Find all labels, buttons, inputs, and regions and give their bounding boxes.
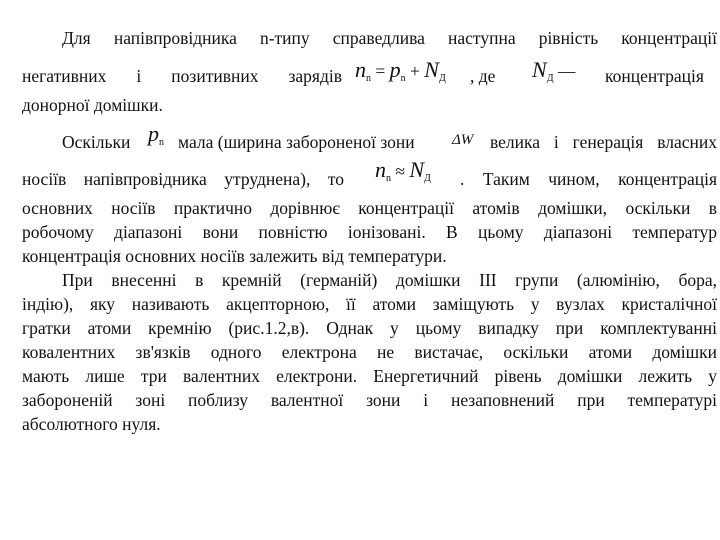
formula-nd: $N_Д$ — xyxy=(532,57,576,84)
p3-line-5: мають лише три валентних електрони. Енергетичний рівень домішки лежить у xyxy=(22,366,717,386)
formula-pn: $p_n$ xyxy=(148,121,164,148)
formula-eq2: $n_n \approx N_Д$ xyxy=(375,157,431,184)
p2-line-2a: носіїв напівпровідника утруднена), то xyxy=(22,169,344,189)
p2-line-3: основних носіїв практично дорівнює концентрації атомів домішки, оскільки в xyxy=(22,198,717,218)
p1-line-3: донорної домішки. xyxy=(22,95,163,115)
p3-line-4: ковалентних зв'язків одного електрона не вистачає, оскільки атоми домішки xyxy=(22,342,717,362)
p3-line-2: індію), яку називають акцепторною, її атоми заміщують у вузлах кристалічної xyxy=(22,294,717,314)
p3-line-1: При внесенні в кремній (германій) домішки III групи (алюмінію, бора, xyxy=(62,270,717,290)
p2-line-1b: мала (ширина забороненої зони xyxy=(178,132,415,152)
p3-line-3: гратки атоми кремнію (рис.1.2,в). Однак у цьому випадку при комплектуванні xyxy=(22,318,717,338)
p3-line-7: абсолютного нуля. xyxy=(22,414,161,434)
formula-dw: ΔW xyxy=(452,132,474,148)
p1-line-2c: концентрація xyxy=(605,66,704,86)
p2-line-5: концентрація основних носіїв залежить від температури. xyxy=(22,246,447,266)
formula-eq1: $n_n = p_n + N_Д$ xyxy=(355,57,446,84)
p2-line-1a: Оскільки xyxy=(62,132,131,152)
p1-line-2b: , де xyxy=(470,66,496,86)
p1-line-2a: негативних і позитивних зарядів xyxy=(22,66,342,86)
p3-line-6: забороненій зоні поблизу валентної зони і незаповнений при температурі xyxy=(22,390,717,410)
p2-line-1c: велика і генерація власних xyxy=(490,132,717,152)
p1-line-1: Для напівпровідника n-типу справедлива наступна рівність концентрації xyxy=(62,28,717,48)
p2-line-4: робочому діапазоні вони повністю іонізовані. В цьому діапазоні температур xyxy=(22,222,717,242)
p2-line-2b: . Таким чином, концентрація xyxy=(460,169,717,189)
